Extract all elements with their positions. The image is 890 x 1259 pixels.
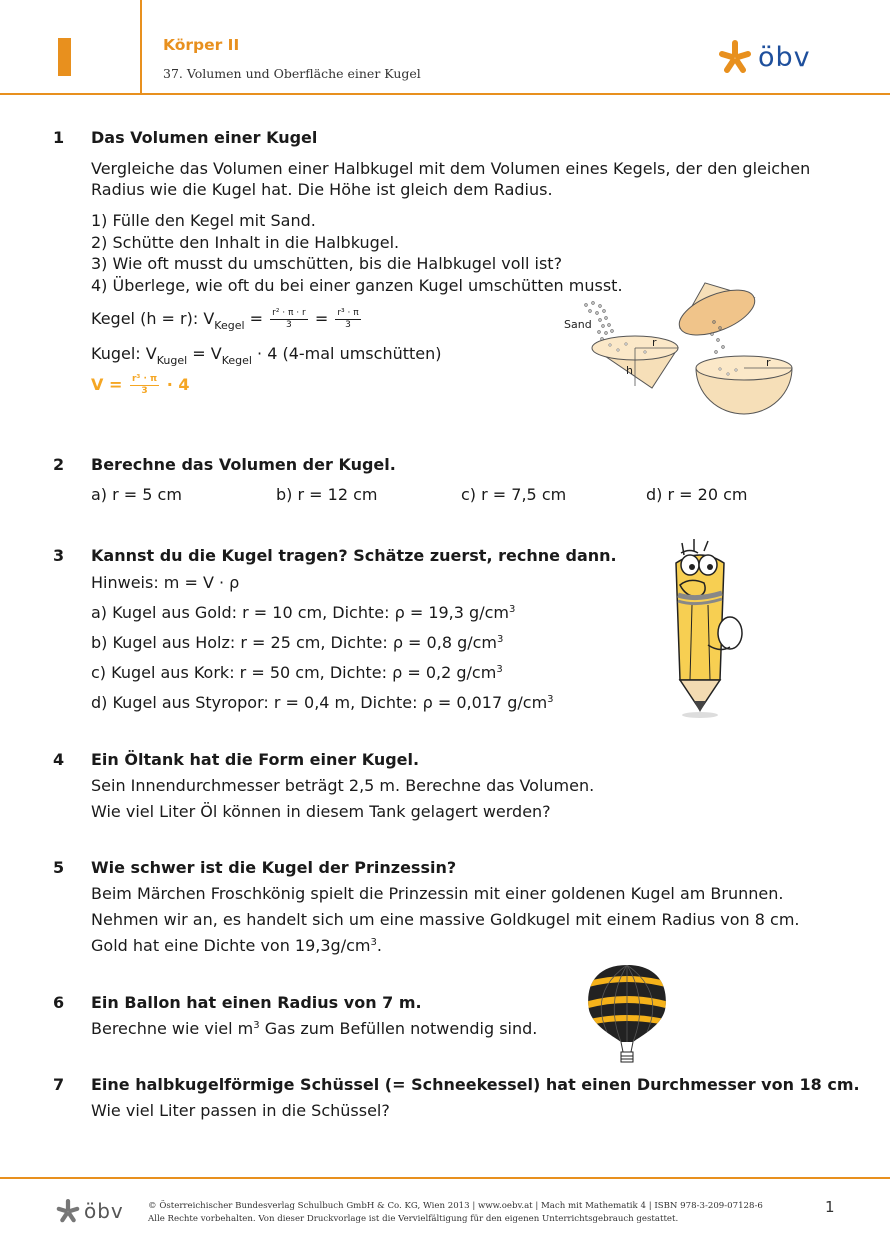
exercise-3-title: Kannst du die Kugel tragen? Schätze zuerst, rechne dann. xyxy=(91,546,617,565)
exercise-2-title: Berechne das Volumen der Kugel. xyxy=(91,455,396,474)
exercise-5-line-2: Nehmen wir an, es handelt sich um eine massive Goldkugel mit einem Radius von 8 cm. xyxy=(91,910,800,929)
exercise-4-line-2: Wie viel Liter Öl können in diesem Tank gelagert werden? xyxy=(91,802,551,821)
exercise-5-title: Wie schwer ist die Kugel der Prinzessin? xyxy=(91,858,457,877)
sand-label: Sand xyxy=(564,318,592,331)
exercise-2-item-d: d) r = 20 cm xyxy=(646,485,748,504)
exercise-2-item-b: b) r = 12 cm xyxy=(276,485,378,504)
footer-publisher-logo xyxy=(56,1199,124,1223)
exercise-1-step-4: 4) Überlege, wie oft du bei einer ganzen Kugel umschütten musst. xyxy=(91,276,623,295)
exercise-1-number: 1 xyxy=(53,128,65,147)
exercise-1-step-3: 3) Wie oft musst du umschütten, bis die Halbkugel voll ist? xyxy=(91,254,563,273)
exercise-6-title: Ein Ballon hat einen Radius von 7 m. xyxy=(91,993,422,1012)
asterisk-logo-icon xyxy=(718,40,752,74)
page-number: 1 xyxy=(825,1198,835,1216)
header-rule xyxy=(0,93,890,95)
asterisk-logo-icon xyxy=(56,1199,80,1223)
sphere-volume-answer: V = $\frac{\text{r³ · π}}{3}$ · 4 xyxy=(91,374,190,396)
sphere-volume-relation: Kugel: $V_{Kugel} = V_{Kegel} \cdot 4$ (4-mal umschütten) xyxy=(91,344,442,367)
hot-air-balloon-illustration xyxy=(585,962,670,1067)
pencil-mascot-illustration xyxy=(650,535,750,720)
exercise-3-item-a: a) Kugel aus Gold: r = 10 cm, Dichte: ρ = 19,3 $g/cm^3$ xyxy=(91,603,516,622)
footer-copyright-line-1: © Österreichischer Bundesverlag Schulbuch GmbH & Co. KG, Wien 2013 | www.oebv.at | Mach mit Mathematik 4 | ISBN 978-3-209-07128-6 xyxy=(148,1201,763,1211)
chapter-title: Körper II xyxy=(163,36,240,54)
exercise-2-number: 2 xyxy=(53,455,65,474)
section-subtitle: 37. Volumen und Oberfläche einer Kugel xyxy=(163,66,421,81)
exercise-7-number: 7 xyxy=(53,1075,65,1094)
exercise-6-line: Berechne wie viel $m^3$ Gas zum Befüllen notwendig sind. xyxy=(91,1019,538,1038)
exercise-3-number: 3 xyxy=(53,546,65,565)
exercise-7-line: Wie viel Liter passen in die Schüssel? xyxy=(91,1101,390,1120)
header-divider xyxy=(140,0,142,93)
exercise-5-number: 5 xyxy=(53,858,65,877)
pouring-cone xyxy=(668,270,761,344)
exercise-4-title: Ein Öltank hat die Form einer Kugel. xyxy=(91,750,420,769)
exercise-2-item-c: c) r = 7,5 cm xyxy=(461,485,567,504)
exercise-1-step-2: 2) Schütte den Inhalt in die Halbkugel. xyxy=(91,233,400,252)
cone-radius-label: r xyxy=(652,336,657,349)
publisher-name: öbv xyxy=(758,41,811,73)
footer-copyright xyxy=(148,1200,763,1226)
exercise-5-line-1: Beim Märchen Froschkönig spielt die Prinzessin mit einer goldenen Kugel am Brunnen. xyxy=(91,884,784,903)
exercise-1-intro-2: Radius wie die Kugel hat. Die Höhe ist gleich dem Radius. xyxy=(91,180,553,199)
exercise-1-title: Das Volumen einer Kugel xyxy=(91,128,318,147)
exercise-2-item-a: a) r = 5 cm xyxy=(91,485,182,504)
exercise-3-item-b: b) Kugel aus Holz: r = 25 cm, Dichte: ρ = 0,8 $g/cm^3$ xyxy=(91,633,504,652)
chapter-marker xyxy=(58,38,71,76)
footer-copyright-line-2: Alle Rechte vorbehalten. Von dieser Druckvorlage ist die Vervielfältigung für den eigenen Unterrichtsgebrauch gestattet. xyxy=(148,1214,679,1224)
cone-volume-formula: Kegel (h = r): $V_{Kegel}$ = $\frac{\text{r² · π · r}}{3}$ = $\frac{\text{r³ · π}}{3}$ xyxy=(91,308,359,332)
exercise-6-number: 6 xyxy=(53,993,65,1012)
hemisphere-radius-label: r xyxy=(766,356,771,369)
exercise-1-step-1: 1) Fülle den Kegel mit Sand. xyxy=(91,211,316,230)
exercise-7-title: Eine halbkugelförmige Schüssel (= Schneekessel) hat einen Durchmesser von 18 cm. xyxy=(91,1075,860,1094)
exercise-3-item-c: c) Kugel aus Kork: r = 50 cm, Dichte: ρ = 0,2 $g/cm^3$ xyxy=(91,663,503,682)
footer-rule xyxy=(0,1177,890,1179)
exercise-4-line-1: Sein Innendurchmesser beträgt 2,5 m. Berechne das Volumen. xyxy=(91,776,595,795)
publisher-logo xyxy=(718,40,811,74)
cone-hemisphere-figure xyxy=(560,270,810,420)
exercise-1-intro-1: Vergleiche das Volumen einer Halbkugel mit dem Volumen eines Kegels, der den gleichen xyxy=(91,159,811,178)
exercise-3-hint: Hinweis: m = V · ρ xyxy=(91,573,240,592)
exercise-3-item-d: d) Kugel aus Styropor: r = 0,4 m, Dichte: ρ = 0,017 $g/cm^3$ xyxy=(91,693,554,712)
exercise-4-number: 4 xyxy=(53,750,65,769)
footer-publisher-name: öbv xyxy=(84,1199,124,1223)
exercise-5-line-3: Gold hat eine Dichte von $19,3g/cm^3$. xyxy=(91,936,382,955)
cone-height-label: h xyxy=(626,364,633,377)
